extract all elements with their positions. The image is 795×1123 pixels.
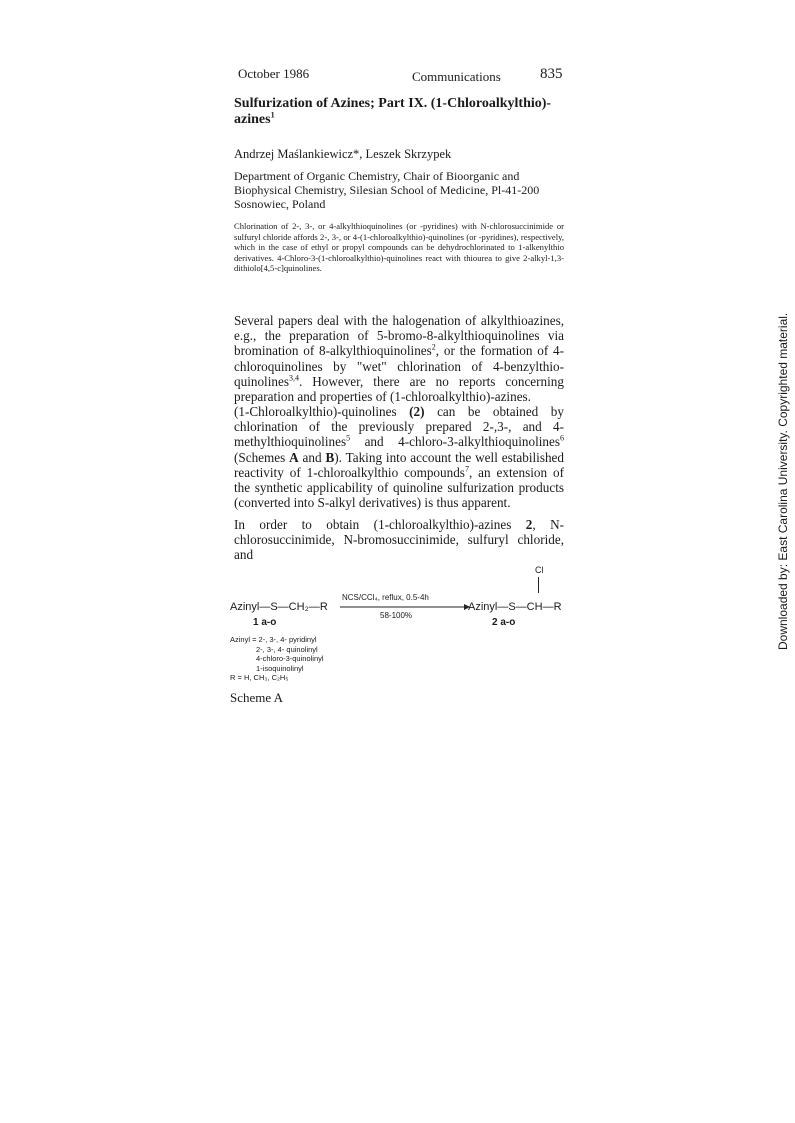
abstract: Chlorination of 2-, 3-, or 4-alkylthioquinolines (or -pyridines) with N-chlorosuccinimide or sulfuryl chloride affords 2-, 3-, or 4-(1-chloroalkylthio)-quinolines (or -pyridines), respectively, which in the case of ethyl or propyl compounds can be dehydrochlorinated to 1-alkenylthio derivatives. 4-Chloro-3-(1-chloroalkylthio)-quinolines react with thiourea to give 2-alkyl-1,3-dithiolo[4,5-c]quinolines.: [234, 221, 564, 274]
p2-text-c: and 4-chloro-3-alkylthioquinolines: [350, 434, 560, 450]
scheme-caption: Scheme A: [230, 690, 284, 705]
reaction-yield: 58-100%: [380, 611, 413, 620]
body-paragraph-1: [234, 313, 564, 404]
p2-text-a: (1-Chloroalkylthio)-quinolines: [234, 404, 410, 419]
p2-ref-3: 7: [464, 464, 469, 474]
authors: Andrzej Maślankiewicz*, Leszek Skrzypek: [234, 147, 452, 161]
p2-text-f: , an extension of the synthetic applicability of quinoline sulfurization products (converted into S-alkyl derivatives) is thus apparent.: [234, 464, 564, 511]
running-header-date: October 1986: [238, 66, 310, 81]
scheme-legend: [230, 635, 324, 683]
reaction-arrow: [340, 603, 470, 611]
legend-line: 2-, 3-, 4- quinolinyl: [256, 644, 318, 654]
p3-text-b: , N-chlorosuccinimide, N-bromosuccinimide, sulfuryl chloride, and: [234, 517, 564, 563]
download-watermark: Downloaded by: East Carolina University. Copyrighted material.: [776, 312, 790, 650]
p2-scheme-b: B: [325, 449, 335, 465]
affiliation: Department of Organic Chemistry, Chair of Bioorganic and Biophysical Chemistry, Silesian School of Medicine, Pl-41-200 Sosnowiec, Poland: [234, 169, 540, 211]
p2-text-e: ). Taking into account the well estabilished reactivity of 1-chloroalkylthio compounds: [234, 449, 564, 480]
p2-compound-number: (2): [409, 404, 425, 419]
page-number: 835: [540, 66, 563, 82]
reactant-label: 1 a-o: [253, 617, 277, 628]
p2-ref-2: 6: [560, 434, 564, 444]
product-formula: Azinyl—S—CH—R: [468, 601, 562, 613]
running-header-section: Communications: [412, 69, 501, 84]
legend-line: Azinyl = 2-, 3-, 4- pyridinyl: [230, 635, 317, 644]
chlorine-bond: [538, 577, 539, 593]
p2-ref-1: 5: [346, 434, 351, 444]
legend-line: 4-chloro-3-quinolinyl: [256, 654, 324, 664]
p1-ref-2: 3,4: [288, 373, 299, 383]
body-paragraph-2: [234, 404, 564, 510]
p2-text-b: can be obtained by chlorination of the previously prepared 2-,3-, and 4-methylthioquinolines: [234, 404, 564, 450]
p3-text-a: In order to obtain (1-chloroalkylthio)-azines: [234, 517, 526, 532]
body-paragraph-3: [234, 517, 564, 563]
product-label: 2 a-o: [492, 617, 516, 628]
reaction-conditions: NCS/CCl₄, reflux, 0.5-4h: [342, 593, 429, 602]
p3-compound-number: 2: [525, 517, 533, 532]
p2-scheme-a: A: [289, 449, 299, 465]
title-text: Sulfurization of Azines; Part IX. (1-Chloroalkylthio)-azines: [234, 96, 552, 127]
p1-text-b: , or the formation of 4-chloroquinolines by "wet" chlorination of 4-benzylthio-quinolines: [234, 343, 564, 389]
legend-line: R = H, CH₃, C₂H₅: [230, 673, 289, 683]
reactant-formula: Azinyl—S—CH₂—R: [230, 601, 328, 613]
legend-line: 1-isoquinolinyl: [256, 663, 304, 673]
chlorine-substituent: Cl: [535, 565, 544, 575]
p1-ref-1: 2: [431, 343, 436, 353]
p1-text-a: Several papers deal with the halogenation of alkylthioazines, e.g., the preparation of 5-bromo-8-alkylthioquinolines via bromination of 8-alkylthioquinolines: [234, 313, 564, 359]
article-title: [234, 96, 574, 128]
p2-text-and: and: [298, 449, 326, 465]
p2-text-d: (Schemes: [234, 449, 290, 465]
p1-text-c: . However, there are no reports concerning preparation and properties of (1-chloroalkylthio)-azines.: [234, 373, 564, 405]
title-footnote-ref: 1: [270, 110, 275, 120]
